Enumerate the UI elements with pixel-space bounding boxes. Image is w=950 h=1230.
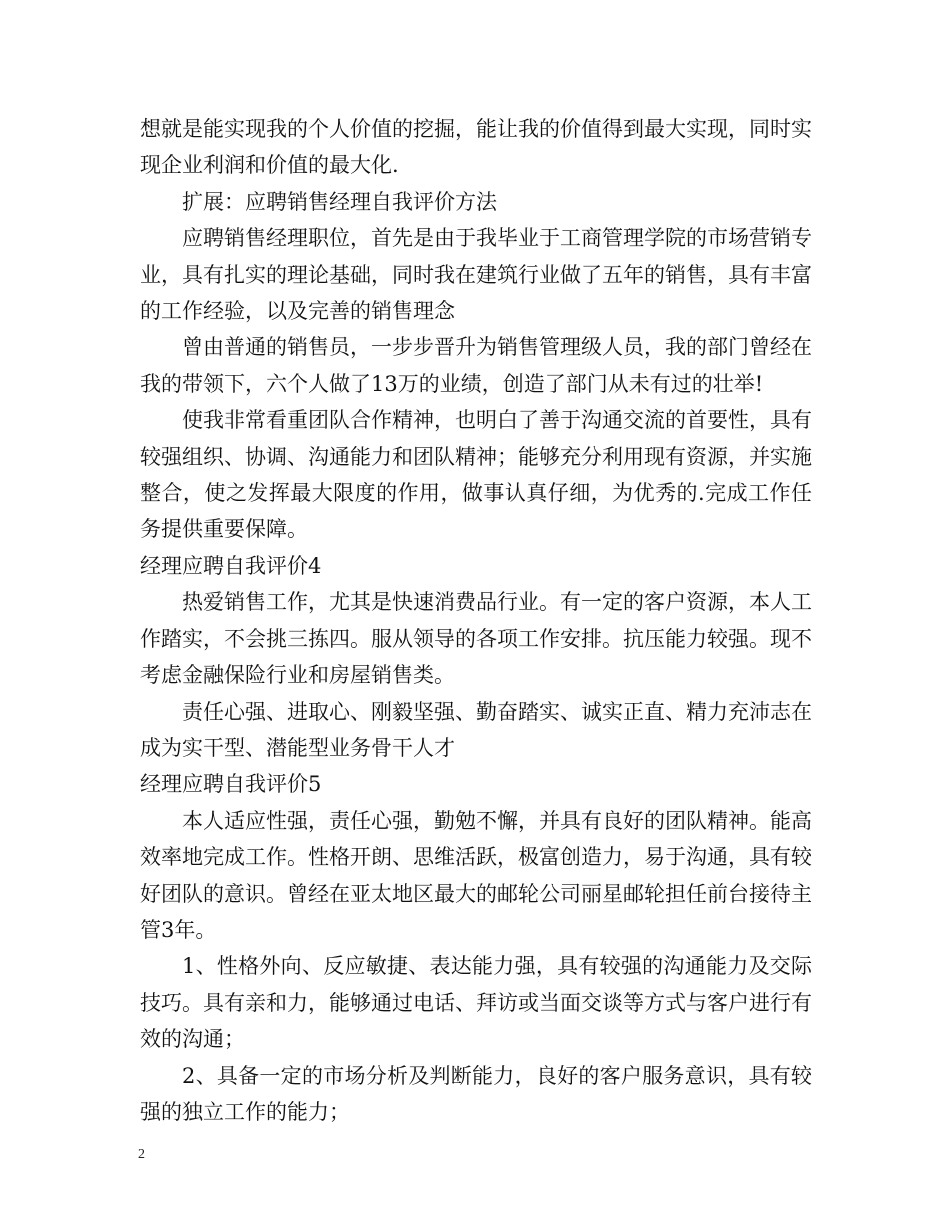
list-item-paragraph: 2、具备一定的市场分析及判断能力，良好的客户服务意识，具有较强的独立工作的能力；: [140, 1063, 812, 1124]
paragraph-expansion-title: 扩展：应聘销售经理自我评价方法: [182, 189, 497, 214]
paragraph: 本人适应性强，责任心强，勤勉不懈，并具有良好的团队精神。能高效率地完成工作。性格开朗、思维活跃，极富创造力，易于沟通，具有较好团队的意识。曾经在亚太地区最大的邮轮公司丽星邮轮担任前台接待主管3年。: [140, 808, 812, 942]
paragraph: 曾由普通的销售员，一步步晋升为销售管理级人员，我的部门曾经在我的带领下，六个人做了13万的业绩，创造了部门从未有过的壮举!: [140, 335, 812, 396]
page-number: 2: [138, 1147, 145, 1162]
paragraph: 责任心强、进取心、刚毅坚强、勤奋踏实、诚实正直、精力充沛志在成为实干型、潜能型业务骨干人才: [140, 699, 812, 760]
paragraph: 应聘销售经理职位，首先是由于我毕业于工商管理学院的市场营销专业，具有扎实的理论基础，同时我在建筑行业做了五年的销售，具有丰富的工作经验，以及完善的销售理念: [140, 226, 812, 324]
section-heading: 经理应聘自我评价5: [140, 772, 322, 797]
section-heading: 经理应聘自我评价4: [140, 553, 322, 578]
list-item-paragraph: 1、性格外向、反应敏捷、表达能力强，具有较强的沟通能力及交际技巧。具有亲和力，能够通过电话、拜访或当面交谈等方式与客户进行有效的沟通；: [140, 954, 812, 1052]
paragraph: 热爱销售工作，尤其是快速消费品行业。有一定的客户资源，本人工作踏实，不会挑三拣四。服从领导的各项工作安排。抗压能力较强。现不考虑金融保险行业和房屋销售类。: [140, 590, 812, 688]
paragraph: 使我非常看重团队合作精神，也明白了善于沟通交流的首要性，具有较强组织、协调、沟通能力和团队精神；能够充分利用现有资源，并实施整合，使之发挥最大限度的作用，做事认真仔细，为优秀的.完成工作任务提供重要保障。: [140, 408, 812, 542]
document-body: [140, 111, 812, 1130]
paragraph-continuation: 想就是能实现我的个人价值的挖掘，能让我的价值得到最大实现，同时实现企业利润和价值的最大化.: [140, 117, 812, 178]
